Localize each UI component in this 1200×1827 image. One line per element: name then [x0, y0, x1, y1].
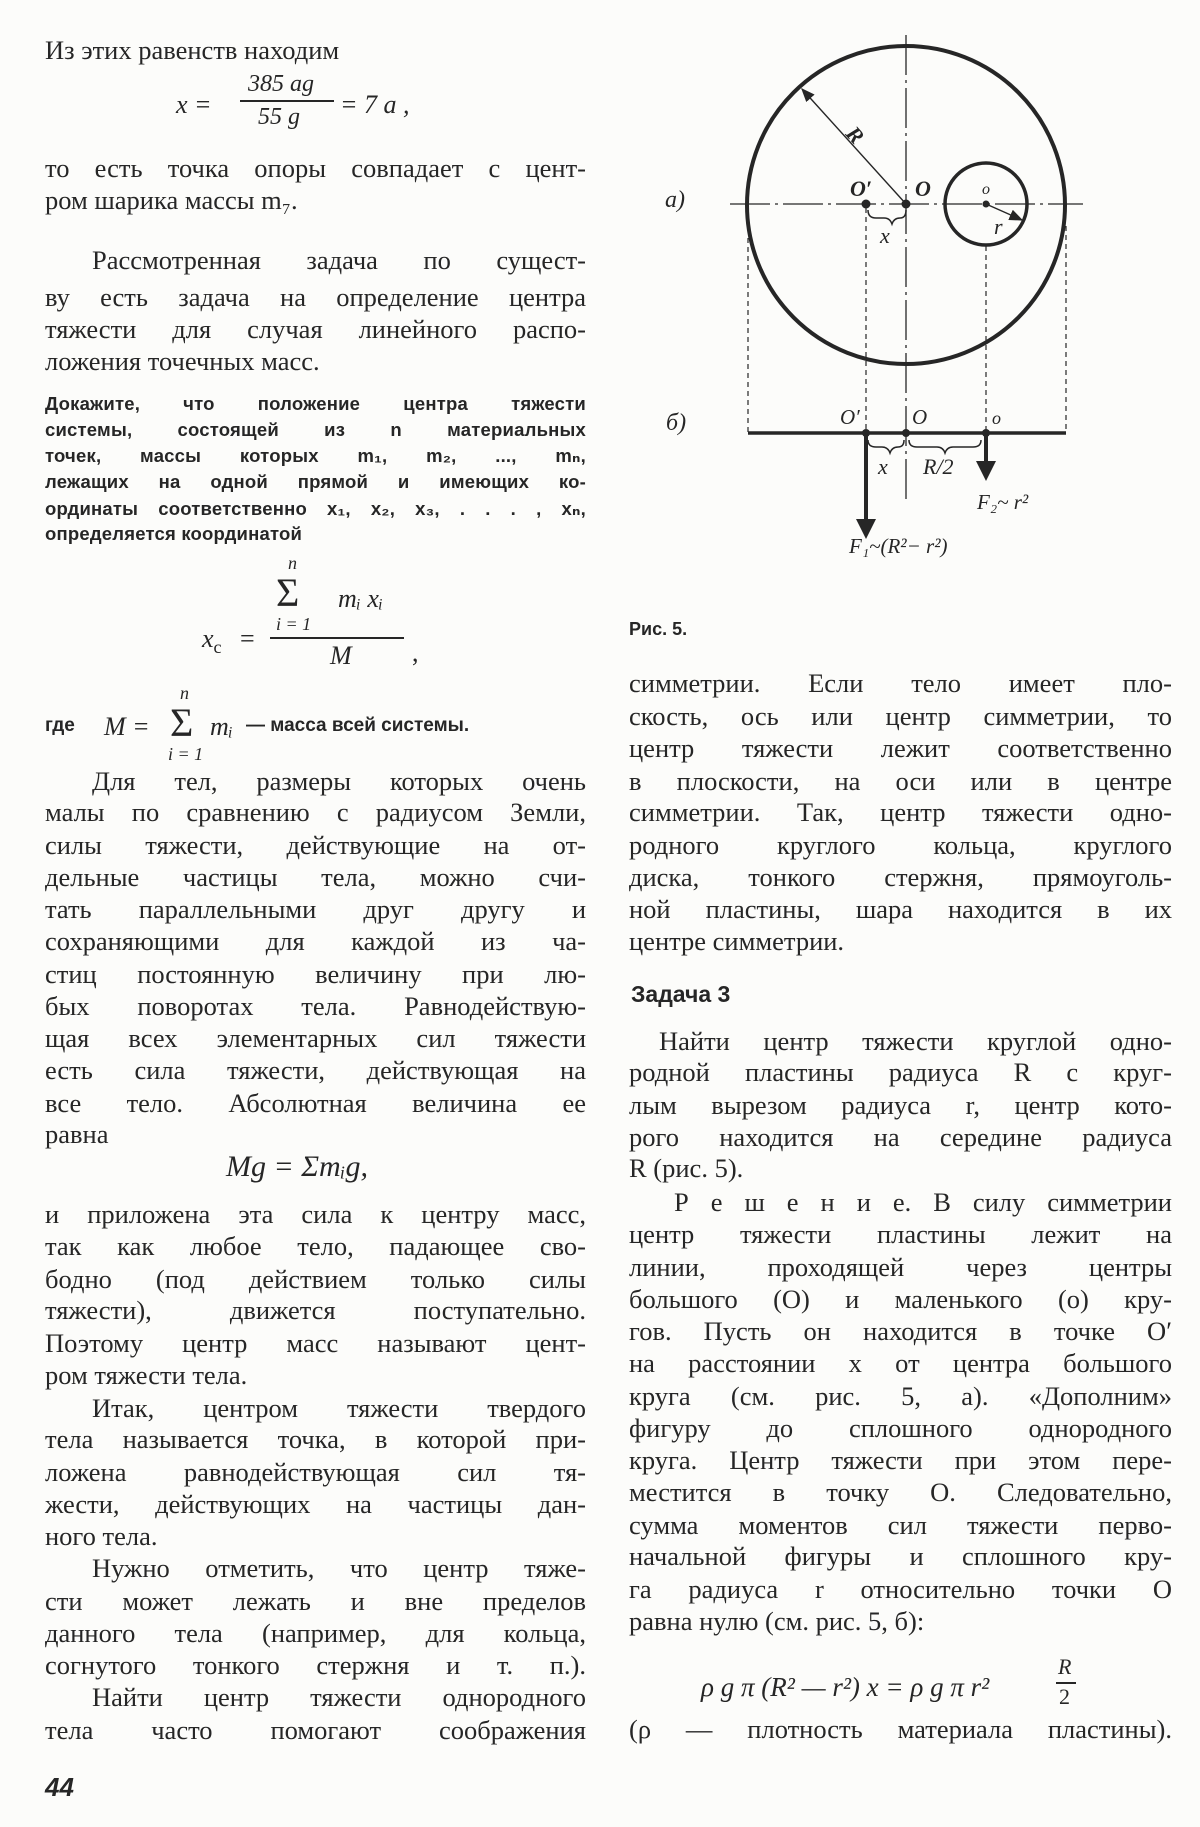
- text-line: симметрии. Если тело имеет пло-: [629, 668, 1172, 698]
- text-line: тела часто помогают соображения: [45, 1715, 586, 1745]
- label-O-prime-b: O′: [840, 405, 860, 429]
- theorem-text-line: Докажите, что положение центра тяжести: [45, 393, 586, 414]
- text-line: (ρ — плотность материала пластины).: [629, 1714, 1172, 1744]
- text-line: круга. Центр тяжести при этом пере-: [629, 1445, 1172, 1475]
- text-line: сти может лежать и вне пределов: [45, 1586, 586, 1616]
- text-line: родного круглого кольца, круглого: [629, 830, 1172, 860]
- text-line: сохраняющими для каждой из ча-: [45, 926, 586, 956]
- text-line: га радиуса r относительно точки O: [629, 1574, 1172, 1604]
- text-line: тяжести), движется поступательно.: [45, 1295, 586, 1325]
- sum-lower-limit: i = 1: [168, 744, 204, 764]
- text-line: местится в точку O. Следовательно,: [629, 1477, 1172, 1507]
- formula-lhs: x =: [176, 90, 212, 119]
- formula-denominator: 55 g: [258, 104, 300, 130]
- text-line: на расстоянии x от центра большого: [629, 1348, 1172, 1378]
- text-line: жести, действующих на частицы дан-: [45, 1489, 586, 1519]
- text-line: скость, ось или центр симметрии, то: [629, 701, 1172, 731]
- sum-term: mᵢ xᵢ: [338, 584, 384, 613]
- xc-subscript: c: [213, 637, 222, 658]
- label-O-b: O: [912, 405, 928, 429]
- text-line: ром тяжести тела.: [45, 1360, 248, 1390]
- text-line: центр тяжести пластины лежит на: [629, 1219, 1172, 1249]
- total-mass-description: — масса всей системы.: [246, 715, 470, 736]
- text-line: лым вырезом радиуса r, центр кото-: [629, 1090, 1172, 1120]
- theorem-text-line: системы, состоящей из n материальных: [45, 419, 586, 440]
- brace-R-half: [909, 440, 981, 453]
- label-a: а): [665, 187, 685, 213]
- text-line: центре симметрии.: [629, 926, 845, 956]
- text-line: все тело. Абсолютная величина ее: [45, 1088, 586, 1118]
- text-line: ром шарика массы m₇.: [45, 185, 298, 215]
- text-line: так как любое тело, падающее сво-: [45, 1231, 586, 1261]
- fraction-bar: [270, 637, 404, 639]
- figure-5-diagram: [0, 0, 1200, 620]
- text-line: Найти центр тяжести однородного: [92, 1682, 586, 1712]
- text-line: ного тела.: [45, 1521, 158, 1551]
- text-line: и приложена эта сила к центру масс,: [45, 1199, 586, 1229]
- label-O-a: O: [915, 176, 931, 201]
- text-line: рого находится на середине радиуса: [629, 1122, 1172, 1152]
- formula-denominator: M: [330, 641, 352, 670]
- formula-main: ρ g π (R² — r²) x = ρ g π r²: [701, 1672, 990, 1702]
- text-line: Поэтому центр масс называют цент-: [45, 1328, 586, 1358]
- text-line: Рассмотренная задача по сущест-: [92, 245, 586, 275]
- formula-lhs: [202, 626, 222, 656]
- problem-heading: Задача 3: [631, 981, 731, 1007]
- text-line: Найти центр тяжести круглой одно-: [659, 1026, 1172, 1056]
- text-line: малы по сравнению с радиусом Земли,: [45, 797, 586, 827]
- sum-term: mᵢ: [210, 712, 233, 741]
- text-line: ложена равнодействующая сил тя-: [45, 1457, 586, 1487]
- text-line: R (рис. 5).: [629, 1153, 744, 1183]
- label-r: r: [994, 214, 1003, 239]
- sigma-symbol: Σ: [276, 570, 300, 615]
- text-line: стиц постоянную величину при лю-: [45, 959, 586, 989]
- radius-r-arrow: [986, 204, 1022, 220]
- sum-lower-limit: i = 1: [276, 614, 312, 634]
- theorem-text-line: точек, массы которых m₁, m₂, ..., mₙ,: [45, 445, 586, 466]
- formula-numerator: 385 ag: [248, 71, 314, 97]
- text-line: бодно (под действием только силы: [45, 1264, 586, 1294]
- formula-denominator: 2: [1059, 1684, 1070, 1709]
- text-line: данного тела (например, для кольца,: [45, 1618, 586, 1648]
- text-line: начальной фигуры и сплошного кру-: [629, 1541, 1172, 1571]
- label-o-a: o: [982, 181, 990, 198]
- sum-upper-limit: n: [288, 553, 297, 573]
- text-line: равна нулю (см. рис. 5, б):: [629, 1606, 925, 1636]
- text-line: Итак, центром тяжести твердого: [92, 1393, 586, 1423]
- text-line: то есть точка опоры совпадает с цент-: [45, 153, 586, 183]
- text-line: родной пластины радиуса R с круг-: [629, 1057, 1172, 1087]
- sigma-symbol: Σ: [170, 700, 194, 745]
- xc-symbol: x: [202, 624, 214, 653]
- text-line: гов. Пусть он находится в точке O′: [629, 1316, 1172, 1346]
- page-number: 44: [45, 1772, 74, 1802]
- text-line: в плоскости, на оси или в центре: [629, 766, 1172, 796]
- label-F1: F₁~(R²− r²): [849, 534, 948, 558]
- text-line: Из этих равенств находим: [45, 35, 340, 65]
- brace-x-bottom: [868, 440, 904, 453]
- text-line: сумма моментов сил тяжести перво-: [629, 1510, 1172, 1540]
- formula-lhs: M =: [104, 712, 150, 741]
- text-line: Для тел, размеры которых очень: [92, 766, 586, 796]
- text-line: согнутого тонкого стержня и т. п.).: [45, 1650, 586, 1680]
- theorem-text-line: ординаты соответственно x₁, x₂, x₃, . . . , xₙ,: [45, 498, 586, 519]
- text-line: круга (см. рис. 5, а). «Дополним»: [629, 1381, 1172, 1411]
- label-x-b: x: [878, 454, 888, 479]
- text-line: Р е ш е н и е. В силу симметрии: [674, 1187, 1172, 1217]
- text-line: силы тяжести, действующие на от-: [45, 830, 586, 860]
- formula-numerator: R: [1058, 1654, 1072, 1679]
- text-line: ложения точечных масс.: [45, 346, 320, 376]
- text-line: симметрии. Так, центр тяжести одно-: [629, 797, 1172, 827]
- sum-upper-limit: n: [180, 683, 189, 703]
- text-line: дельные частицы тела, можно счи-: [45, 862, 586, 892]
- where-label: где: [45, 715, 75, 736]
- theorem-text-line: определяется координатой: [45, 523, 303, 544]
- text-line: центр тяжести лежит соответственно: [629, 733, 1172, 763]
- formula-rhs: = 7 a ,: [340, 90, 410, 119]
- text-line: тела называется точка, в которой при-: [45, 1424, 586, 1454]
- label-x-a: x: [880, 223, 890, 248]
- text-line: ной пластины, шара находится в их: [629, 894, 1172, 924]
- text-line: большого (O) и маленького (o) кру-: [629, 1284, 1172, 1314]
- text-line: фигуру до сплошного однородного: [629, 1413, 1172, 1443]
- label-o-b: o: [992, 408, 1001, 428]
- text-line: бых поворотах тела. Равнодействую-: [45, 991, 586, 1021]
- equals-sign: =: [240, 624, 255, 653]
- figure-caption: Рис. 5.: [629, 619, 688, 639]
- theorem-text-line: лежащих на одной прямой и имеющих ко-: [45, 471, 586, 492]
- label-F2: F₂~ r²: [977, 490, 1029, 514]
- text-line: Нужно отметить, что центр тяже-: [92, 1553, 586, 1583]
- text-line: тяжести для случая линейного распо-: [45, 314, 586, 344]
- label-R-half: R/2: [923, 454, 954, 479]
- formula-comma: ,: [412, 638, 419, 667]
- text-line: тать параллельными друг другу и: [45, 894, 586, 924]
- label-R: R: [840, 121, 870, 149]
- brace-x-top: [868, 210, 906, 224]
- text-line: равна: [45, 1119, 109, 1149]
- text-line: линии, проходящей через центры: [629, 1252, 1172, 1282]
- formula-weight: Mg = Σmᵢg,: [226, 1150, 368, 1183]
- label-b: б): [666, 410, 687, 436]
- text-line: щая всех элементарных сил тяжести: [45, 1023, 586, 1053]
- text-line: ву есть задача на определение центра: [45, 282, 586, 312]
- label-O-prime-a: O′: [850, 176, 873, 201]
- text-line: есть сила тяжести, действующая на: [45, 1055, 586, 1085]
- text-line: диска, тонкого стержня, прямоуголь-: [629, 862, 1172, 892]
